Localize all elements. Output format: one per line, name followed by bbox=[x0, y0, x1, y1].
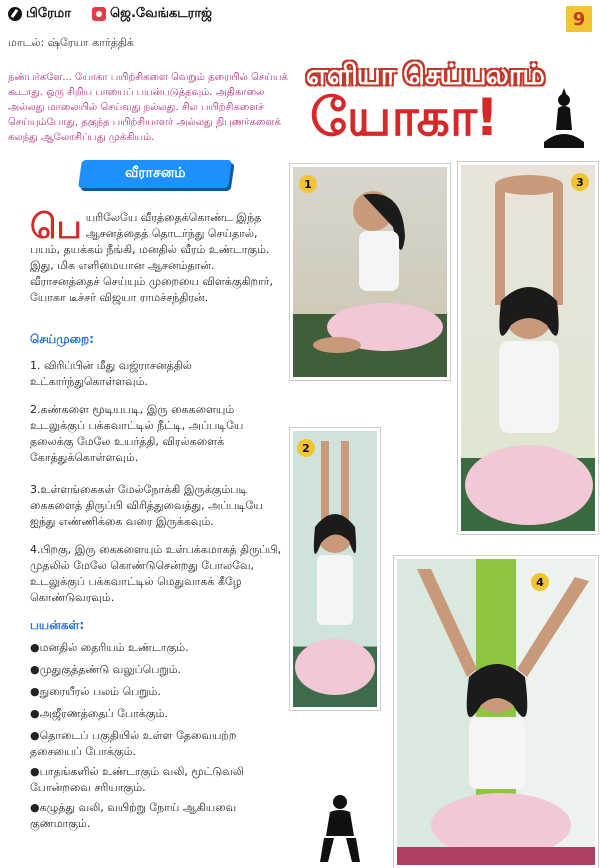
method-heading: செய்முறை: bbox=[30, 332, 94, 346]
girl-arms-spread-figure bbox=[397, 559, 595, 865]
method-step: 1. விரிப்பின் மீது வஜ்ராசனத்தில் உட்கார்ந்துகொள்ளவும். bbox=[30, 359, 192, 388]
title-line2: யோகா! bbox=[310, 88, 497, 148]
photo-number: 3 bbox=[571, 173, 589, 191]
method-step: 4.பிறகு, இரு கைகளையும் உள்பக்கமாகத் திருப்பி, முதலில் மேலே கொண்டுசென்றது போலவே, உடலுக்குப் பக்கவாட்டில் மெதுவாகக் கீழே கொண்டுவரவும். bbox=[30, 543, 282, 604]
photographer-credit bbox=[92, 6, 212, 22]
yoga-pose-icon bbox=[540, 86, 588, 150]
benefit-item: ●நுரையீரல் பலம் பெறும். bbox=[30, 685, 161, 698]
camera-icon bbox=[92, 7, 106, 21]
photographer-name: ஜெ.வேங்கடராஜ் bbox=[110, 6, 212, 21]
lead-paragraph bbox=[30, 207, 286, 306]
photo-number: 1 bbox=[299, 175, 317, 193]
author-credit bbox=[8, 6, 71, 22]
girl-kneeling-figure bbox=[293, 167, 447, 377]
benefit-item: ●அஜீரணத்தைப் போக்கும். bbox=[30, 707, 168, 720]
benefit-item: ●தொடைப் பகுதியில் உள்ள தேவையற்ற தசையைப் போக்கும். bbox=[30, 729, 237, 758]
girl-arms-up-figure bbox=[293, 431, 377, 707]
benefit-item: ●பாதங்களில் உண்டாகும் வலி, மூட்டுவலி போன்றவை சரியாகும். bbox=[30, 765, 244, 794]
title-line1: எளியா செய்யலாம் bbox=[306, 58, 544, 91]
asana-name: வீராசனம் bbox=[124, 165, 186, 181]
method-step: 3.உள்ளங்கைகள் மேல்நோக்கி இருக்கும்படி கைகளைத் திருப்பி விரித்துவைத்து, அப்படியே ஐந்து எண்ணிக்கை வரை இருக்கவும். bbox=[30, 483, 263, 528]
photo-step-1 bbox=[290, 164, 450, 380]
yoga-figure-icon bbox=[318, 792, 362, 864]
benefit-item: ●முதுகுத்தண்டு வலுப்பெறும். bbox=[30, 663, 182, 676]
asana-name-badge bbox=[78, 160, 232, 188]
lead-text: யரிலேயே வீரத்தைக்கொண்ட இந்த ஆசனத்தைத் தொடர்ந்து செய்தால், பயம், தயக்கம் நீங்கி, மனதில் வீரம் உண்டாகும். இது, மிக எளிமையான ஆசனம்தான். வீராசனத்தைச் செய்யும் முறையை விளக்குகிறார், யோகா டீச்சர் விஜயா ராமச்சந்திரன். bbox=[30, 211, 274, 304]
model-credit: மாடல்: ஷ்ரேயா கார்த்திக் bbox=[8, 36, 134, 49]
photo-step-4 bbox=[394, 556, 598, 868]
pen-icon bbox=[8, 7, 22, 21]
photo-number: 2 bbox=[297, 439, 315, 457]
intro-text: நண்பர்களே... யோகா பயிற்சிகளை வெறும் தரையில் செய்யக் கூடாது. ஒரு சிறிய பாயைப் பயன்படுத்தவும். அதிகாலை அல்லது மாலையில் செய்வது நல்லது. சில பயிற்சிகளைச் செய்யும்போது, தகுந்த பயிற்சியாளர் அல்லது நிபுணர்களைக் கலந்து ஆலோசிப்பது முக்கியம். bbox=[8, 72, 288, 143]
photo-step-3 bbox=[458, 162, 598, 534]
benefit-item: ●மனதில் தைரியம் உண்டாகும். bbox=[30, 641, 189, 654]
page-number: 9 bbox=[566, 6, 592, 32]
author-name: பிரேமா bbox=[26, 6, 72, 21]
method-step: 2.கண்களை மூடியபடி, இரு கைகளையும் உடலுக்குப் பக்கவாட்டில் நீட்டி, அப்படியே தலைக்கு மேலே உயர்த்தி, விரல்களைக் கோத்துக்கொள்ளவும். bbox=[30, 403, 244, 464]
girl-hands-clasped-figure bbox=[461, 165, 595, 531]
benefits-heading: பயன்கள்: bbox=[30, 618, 85, 632]
dropcap: பெ bbox=[30, 207, 82, 247]
benefit-item: ●கழுத்து வலி, வயிற்று நோய் ஆகியவை குணமாகும். bbox=[30, 801, 237, 830]
photo-step-2 bbox=[290, 428, 380, 710]
photo-number: 4 bbox=[531, 573, 549, 591]
